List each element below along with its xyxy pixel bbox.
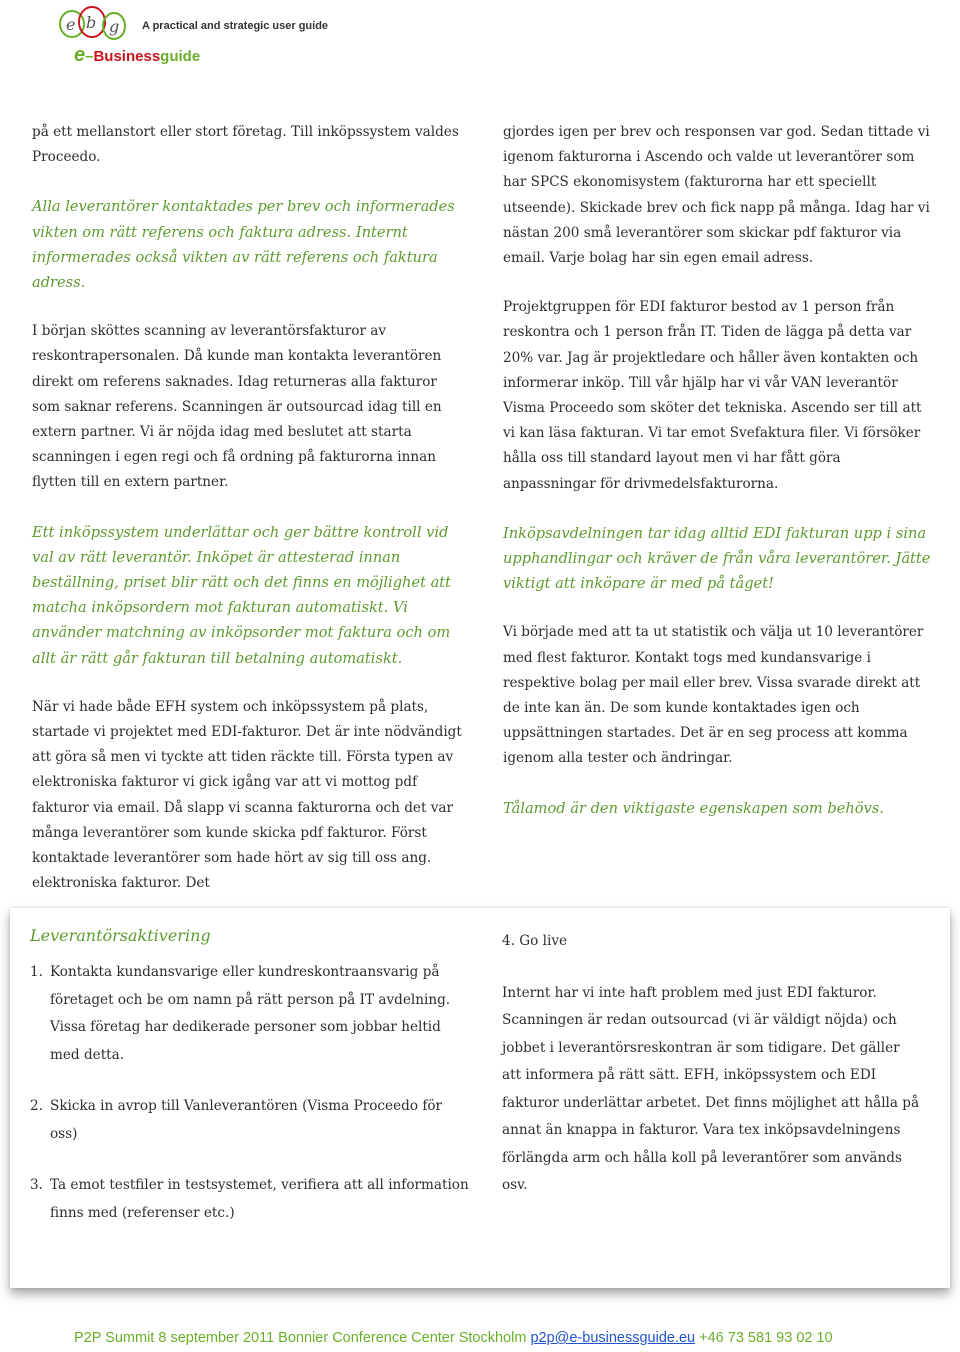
box-right-column	[502, 928, 922, 1200]
step-item	[30, 1093, 470, 1148]
footer-email-link[interactable]: p2p@e-businessguide.eu	[530, 1330, 696, 1346]
brand-name	[74, 44, 200, 67]
tagline: A practical and strategic user guide	[142, 20, 329, 32]
brand-business: Business	[93, 48, 161, 65]
left-paragraph-2: Alla leverantörer kontaktades per brev och informerades vikten om rätt referens och faktura adress. Internt informerades också vikten av rätt referens och faktura adress.	[32, 198, 455, 292]
left-column	[32, 120, 462, 896]
right-paragraph-1: gjordes igen per brev och responsen var god. Sedan tittade vi igenom fakturorna i Ascendo och valde ut leverantörer som har SPCS ekonomisystem (fakturorna har ett speciellt utseende). Skickade brev och fick napp på många. Idag har vi nästan 200 små leverantörer som skickar pdf fakturor via email. Varje bolag har sin egen email adress.	[503, 124, 930, 267]
right-paragraph-4: Vi började med att ta ut statistik och välja ut 10 leverantörer med flest fakturor. Kontakt togs med kundansvarige i respektive bolag per mail eller brev. Vissa svarade direkt att de inte kan än. De som kunde kontaktades igen och uppsättningen startades. Det är en seg process att komma igenom alla tester och ändringar.	[503, 624, 924, 767]
svg-text:g: g	[109, 17, 120, 36]
brand-dash: –	[85, 48, 94, 65]
activation-steps	[30, 926, 470, 1251]
svg-text:e: e	[66, 15, 76, 34]
brand-e: e	[74, 44, 86, 66]
right-paragraph-3: Inköpsavdelningen tar idag alltid EDI fakturan upp i sina upphandlingar och kräver de från våra leverantörer. Jätte viktigt att inköpare är med på tåget!	[503, 524, 931, 593]
step-number: 3.	[30, 1177, 43, 1193]
box-right-paragraph: Internt har vi inte haft problem med just EDI fakturor. Scanningen är redan outsourcad (vi är väldigt nöjda) och jobbet i leverantörsreskontran är som tidigare. Det gäller att informera på rätt sätt. EFH, inköpssystem och EDI fakturor underlättar arbetet. Det finns möjlighet att hålla på annat än knappa in fakturor. Vara tex inköpsavdelningens förlängda arm och hålla koll på leverantörer som används osv.	[502, 984, 920, 1193]
activation-box	[10, 908, 950, 1288]
step-text: Skicka in avrop till Vanleverantören (Visma Proceedo för oss)	[50, 1098, 443, 1142]
right-paragraph-5: Tålamod är den viktigaste egenskapen som behövs.	[503, 799, 884, 817]
footer-event-text: P2P Summit 8 september 2011 Bonnier Conference Center Stockholm	[74, 1330, 531, 1346]
step-text: Ta emot testfiler in testsystemet, verifiera att all information finns med (referenser etc.)	[50, 1177, 469, 1221]
footer-phone: +46 73 581 93 02 10	[695, 1330, 833, 1346]
footer	[74, 1330, 954, 1346]
svg-text:b: b	[86, 13, 97, 32]
left-paragraph-3: I början sköttes scanning av leverantörsfakturor av reskontrapersonalen. Då kunde man kontakta leverantören direkt om referens saknades. Idag returneras alla fakturor som saknar referens. Scanningen är outsourcad idag till en extern partner. Vi är nöjda idag med beslutet att starta scanningen i egen regi och få ordning på fakturorna innan flytten till en extern partner.	[32, 323, 442, 491]
box-title: Leverantörsaktivering	[30, 926, 211, 945]
step-item	[30, 1172, 470, 1227]
logo	[54, 4, 454, 66]
brand-guide: guide	[160, 48, 201, 65]
ebg-logo-icon	[54, 4, 144, 48]
left-paragraph-1: på ett mellanstort eller stort företag. Till inköpssystem valdes Proceedo.	[32, 124, 459, 166]
left-paragraph-5: När vi hade både EFH system och inköpssystem på plats, startade vi projektet med EDI-fakturor. Det är inte nödvändigt att göra så men vi tyckte att tiden räckte till. Första typen av elektroniska fakturor vi gick igång var att vi mottog pdf fakturor via email. Då slapp vi scanna fakturorna och det var många leverantörer som kunde skicka pdf fakturor. Först kontaktade leverantörer som hade hört av sig till oss ang. elektroniska fakturor. Det	[32, 698, 462, 892]
step-list	[30, 959, 470, 1227]
right-column	[503, 120, 933, 821]
right-paragraph-2: Projektgruppen för EDI fakturor bestod av 1 person från reskontra och 1 person från IT. Tiden de lägga på detta var 20% var. Jag är projektledare och håller även kontakten och informerar inköp. Till vår hjälp har vi vår VAN leverantör Visma Proceedo som sköter det tekniska. Ascendo ser till att vi kan läsa fakturan. Vi tar emot Svefaktura filer. Vi försöker hålla oss till standard layout men vi har fått göra anpassningar för drivmedelsfakturorna.	[503, 299, 922, 492]
step-go-live: 4. Go live	[502, 933, 568, 949]
step-number: 2.	[30, 1098, 43, 1114]
step-number: 1.	[30, 964, 43, 980]
step-item	[30, 959, 470, 1069]
step-text: Kontakta kundansvarige eller kundreskontraansvarig på företaget och be om namn på rätt person på IT avdelning. Vissa företag har dedikerade personer som jobbar heltid med detta.	[50, 964, 451, 1063]
left-paragraph-4: Ett inköpssystem underlättar och ger bättre kontroll vid val av rätt leverantör. Inköpet är attesterad innan beställning, priset blir rätt och det finns en möjlighet att matcha inköpsordern mot fakturan automatiskt. Vi använder matchning av inköpsorder mot faktura och om allt är rätt går fakturan till betalning automatiskt.	[32, 523, 452, 667]
